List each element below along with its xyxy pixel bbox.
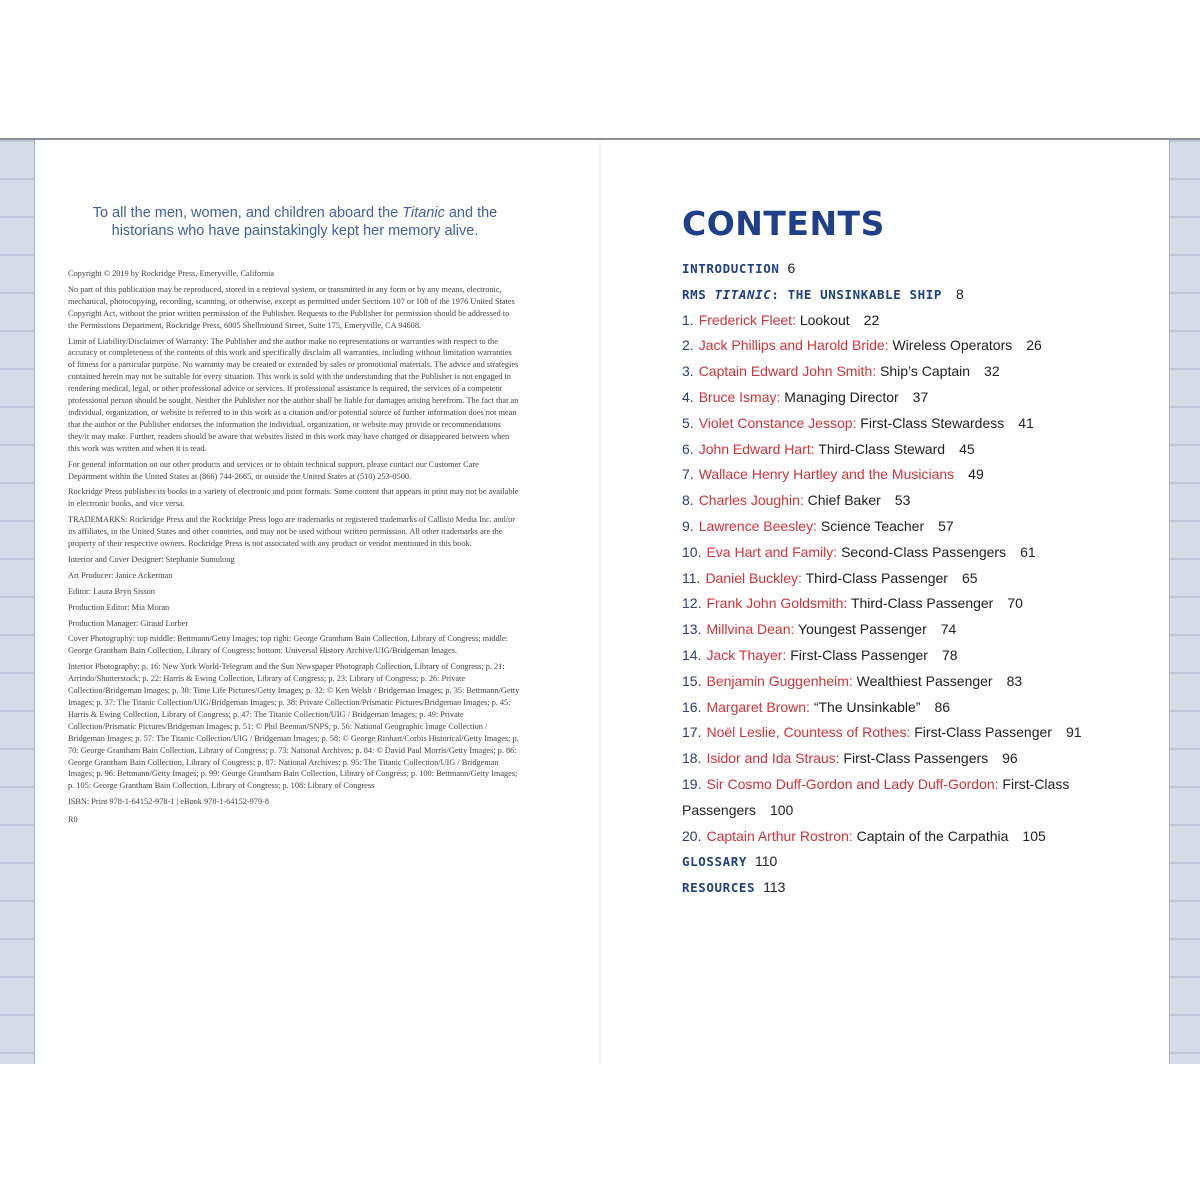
chapter-role: “The Unsinkable” <box>809 698 921 715</box>
chapter-page: 41 <box>1018 414 1034 431</box>
chapter-num: 20. <box>682 827 702 844</box>
toc-list <box>682 256 1122 308</box>
toc-chapter-entry[interactable] <box>682 566 1122 592</box>
toc-chapter-entry[interactable] <box>682 359 1122 385</box>
chapter-role: Second-Class Passengers <box>837 543 1007 560</box>
chapter-role: Third-Class Steward <box>814 440 946 457</box>
chapter-role: First-Class Passenger <box>786 646 928 663</box>
table-of-contents <box>682 204 1122 901</box>
copyright-trademarks: TRADEMARKS: Rockridge Press and the Rockridge Press logo are trademarks or registered trademarks of Callisto Media Inc. and/or its affiliates, in the United States and other countries, and may not be used without written permission. All other trademarks are the property of their respective owners. Rockridge Press is not associated with any product or vendor mentioned in this book. <box>68 515 516 549</box>
toc-chapter-entry[interactable] <box>682 488 1122 514</box>
toc-chapter-entry[interactable] <box>682 824 1122 850</box>
copyright-formats: Rockridge Press publishes its books in a variety of electronic and print formats. Some content that appears in print may not be available in electronic books, and vice versa. <box>68 487 519 509</box>
chapter-num: 10. <box>682 543 702 560</box>
folio-code: R0 <box>68 815 78 825</box>
chapter-role: Third-Class Passenger <box>801 569 948 586</box>
chapter-num: 3. <box>682 363 694 380</box>
toc-back-matter <box>682 849 1122 901</box>
chapter-page: 37 <box>912 388 929 405</box>
chapter-num: 18. <box>682 750 702 767</box>
chapter-num: 7. <box>682 466 694 483</box>
chapter-num: 13. <box>682 621 702 638</box>
toc-chapter-entry[interactable] <box>682 669 1122 695</box>
chapter-name: Captain Edward John Smith: <box>698 363 877 380</box>
dedication: To all the men, women, and children aboard the Titanic and the historians who have painstakingly kept her memory alive. <box>92 205 498 239</box>
chapter-num: 19. <box>682 775 702 792</box>
chapter-name: Jack Thayer: <box>706 646 787 663</box>
toc-chapter-entry[interactable] <box>682 772 1122 824</box>
chapter-num: 11. <box>682 569 701 586</box>
chapter-role: Captain of the Carpathia <box>852 827 1009 844</box>
toc-resources[interactable]: RESOURCES 113 <box>682 879 786 896</box>
toc-chapter-entry[interactable] <box>682 643 1122 669</box>
toc-chapter-entry[interactable] <box>682 720 1122 746</box>
chapter-name: Charles Joughin: <box>698 492 804 509</box>
left-page-edge <box>0 140 35 1064</box>
toc-chapter-entry[interactable] <box>682 385 1122 411</box>
copyright-disclaimer: Limit of Liability/Disclaimer of Warranty: The Publisher and the author make no representations or warranties with respect to the accuracy or completeness of the contents of this work and specifically disclaim all warranties, including without limitation warranties of fitness for a particular purpose. No warranty may be created or extended by sales or promotional materials. The advice and strategies contained herein may not be suitable for every situation. This work is sold with the understanding that the Publisher is not engaged in rendering medical, legal, or other professional advice or services. If professional assistance is required, the services of a competent professional person should be sought. Neither the Publisher nor the author shall be liable for damages arising herefrom. The fact that an individual, organization, or website is referred to in this work as a citation and/or potential source of further information does not mean that the author or the Publisher endorses the information the individual, organization, or website may provide or recommendations they/it may make. Further, readers should be aware that websites listed in this work may have changed or disappeared between when this work was written and when it is read. <box>68 336 519 453</box>
toc-rms-titanic[interactable]: RMS TITANIC: THE UNSINKABLE SHIP 8 <box>682 285 964 302</box>
chapter-num: 9. <box>682 517 694 534</box>
chapter-page: 78 <box>941 646 958 663</box>
book-gutter <box>598 140 602 1064</box>
toc-chapter-entry[interactable] <box>682 514 1122 540</box>
toc-glossary[interactable]: GLOSSARY 110 <box>682 853 778 870</box>
chapter-role: Ship’s Captain <box>876 363 971 380</box>
chapter-name: Margaret Brown: <box>706 698 810 715</box>
toc-chapter-entry[interactable] <box>682 746 1122 772</box>
chapter-name: Isidor and Ida Straus: <box>706 750 840 767</box>
chapter-role: First-Class Passenger <box>910 724 1052 741</box>
toc-chapter-entry[interactable] <box>682 462 1122 488</box>
copyright-block <box>68 268 520 826</box>
chapter-page: 45 <box>959 440 975 457</box>
chapter-role: Third-Class Passenger <box>847 595 994 612</box>
chapter-num: 16. <box>682 698 702 715</box>
chapter-page: 53 <box>894 492 911 509</box>
credit-production-manager: Production Manager: Giraud Lorber <box>68 618 189 628</box>
credit-editor: Editor: Laura Bryn Sisson <box>68 586 155 596</box>
chapter-name: Frederick Fleet: <box>698 311 796 328</box>
toc-chapter-entry[interactable] <box>682 411 1122 437</box>
chapter-name: Eva Hart and Family: <box>706 543 838 560</box>
toc-chapter-entry[interactable] <box>682 591 1122 617</box>
credit-production-editor: Production Editor: Mia Moran <box>68 602 170 612</box>
credit-designer: Interior and Cover Designer: Stephanie Sumulong <box>68 554 235 564</box>
chapter-name: Lawrence Beesley: <box>698 517 817 534</box>
chapter-role: First-Class Passengers <box>839 750 989 767</box>
chapter-page: 83 <box>1006 672 1023 689</box>
chapter-page: 74 <box>940 621 957 638</box>
chapter-page: 100 <box>769 801 794 818</box>
chapter-num: 14. <box>682 646 702 663</box>
toc-chapter-entry[interactable] <box>682 540 1122 566</box>
chapter-num: 5. <box>682 414 694 431</box>
chapter-page: 26 <box>1026 337 1042 354</box>
book-spread <box>0 138 1200 1064</box>
toc-chapter-entry[interactable] <box>682 333 1122 359</box>
contents-title: CONTENTS <box>682 204 885 243</box>
chapter-num: 17. <box>682 724 702 741</box>
toc-chapter-entry[interactable] <box>682 695 1122 721</box>
chapter-role: Science Teacher <box>816 517 925 534</box>
chapter-page: 70 <box>1007 595 1023 612</box>
chapter-role: Chief Baker <box>803 492 881 509</box>
chapter-name: Jack Phillips and Harold Bride: <box>698 337 889 354</box>
chapter-role: Wealthiest Passenger <box>852 672 993 689</box>
dedication-ship-name: Titanic <box>402 205 445 221</box>
chapter-num: 12. <box>682 595 702 612</box>
chapter-page: 105 <box>1022 827 1046 844</box>
cover-photo-credits: Cover Photography: top middle: Bettmann/Getty Images; top right: George Grantham Bain Collection, Library of Congress; middle: George Grantham Bain Collection, Library of Congress; bottom: Universal History Archive/UIG/Bridgeman Images. <box>68 634 508 656</box>
chapter-role: First-Class Stewardess <box>856 414 1005 431</box>
chapter-role: Managing Director <box>780 388 899 405</box>
chapter-name: Sir Cosmo Duff-Gordon and Lady Duff-Gordon: <box>706 775 999 792</box>
chapter-name: Millvina Dean: <box>706 621 795 638</box>
chapter-name: John Edward Hart: <box>698 440 815 457</box>
chapter-name: Wallace Henry Hartley and the Musicians <box>698 466 955 483</box>
chapter-role: First-Class Passengers <box>682 775 1070 818</box>
chapter-page: 61 <box>1020 543 1036 560</box>
chapter-num: 8. <box>682 492 694 509</box>
chapter-role: Lookout <box>795 311 850 328</box>
credit-art-producer: Art Producer: Janice Ackerman <box>68 570 173 580</box>
chapter-num: 4. <box>682 388 694 405</box>
chapter-page: 57 <box>938 517 954 534</box>
chapter-page: 86 <box>934 698 951 715</box>
chapter-page: 91 <box>1065 724 1082 741</box>
chapter-num: 2. <box>682 337 694 354</box>
toc-chapter-entry[interactable] <box>682 437 1122 463</box>
isbn-line: ISBN: Print 978-1-64152-978-1 | eBook 978-1-64152-979-8 <box>68 797 270 807</box>
chapter-page: 49 <box>968 466 984 483</box>
chapter-name: Captain Arthur Rostron: <box>706 827 853 844</box>
chapter-page: 32 <box>984 363 1000 380</box>
chapter-name: Frank John Goldsmith: <box>706 595 848 612</box>
chapter-num: 1. <box>682 311 694 328</box>
chapter-role: Wireless Operators <box>888 337 1013 354</box>
toc-introduction[interactable]: INTRODUCTION 6 <box>682 260 796 276</box>
copyright-line: Copyright © 2019 by Rockridge Press, Emeryville, California <box>68 269 275 278</box>
chapter-name: Daniel Buckley: <box>705 569 802 586</box>
copyright-rights: No part of this publication may be reproduced, stored in a retrieval system, or transmitted in any form or by any means, electronic, mechanical, photocopying, recording, scanning, or otherwise, except as permitted under Sections 107 or 108 of the 1976 United States Copyright Act, without the prior written permission of the Publisher. Requests to the Publisher for permission should be addressed to the Permissions Department, Rockridge Press, 6005 Shellmound Street, Suite 175, Emeryville, CA 94608. <box>68 284 515 330</box>
chapter-name: Violet Constance Jessop: <box>698 414 857 431</box>
chapter-num: 15. <box>682 672 702 689</box>
copyright-contact: For general information on our other products and services or to obtain technical support, please contact our Customer Care Department within the United States at (866) 744-2665, or outside the United States at (510) 253-0500. <box>68 459 479 481</box>
toc-chapter-list <box>682 308 1122 850</box>
toc-chapter-entry[interactable] <box>682 617 1122 643</box>
chapter-name: Benjamin Guggenheim: <box>706 672 853 689</box>
interior-photo-credits: Interior Photography: p. 16: New York World-Telegram and the Sun Newspaper Photograph Collection, Library of Congress; p. 21: Arrindo/Shutterstock; p. 22: Harris & Ewing Collection, Library of Congress; p. 23: Library of Congress; p. 26: Private Collection/Bridgeman Images; p. 30: Time Life Pictures/Getty Images; p. 32: © Ken Welsh / Bridgeman Images; p. 35: Bettmann/Getty Images; p. 37: The Titanic Collection/UIG/Bridgeman Images; p. 38: Private Collection/Prismatic Pictures/Bridgeman Images; p. 45: Harris & Ewing Collection, Library of Congress; p. 47: The Titanic Collection/UIG / Bridgeman Images; p. 49: Private Collection/Prismatic Pictures/Bridgeman Images; p. 51: © Phil Beeman/SNPS; p. 56: National Geographic Image Collection / Bridgeman Images; p. 57: The Titanic Collection/UIG / Bridgeman Images; p. 58: © George Rinhart/Corbis Historical/Getty Images; p. 70: George Grantham Bain Collection, Library of Congress; p. 73: National Archives; p. 84: © David Paul Morris/Getty Images; p. 86: George Grantham Bain Collection, Library of Congress; p. 87: National Archives; p. 95: The Titanic Collection/UIG / Bridgeman Images; p. 96: Bettmann/Getty Images; p. 99: George Grantham Bain Collection, Library of Congress; p. 100: Bettmann/Getty Images; p. 105: George Grantham Bain Collection, Library of Congress; p. 108: Library of Congress <box>68 662 520 791</box>
chapter-page: 22 <box>863 311 880 328</box>
chapter-role: Youngest Passenger <box>794 621 927 638</box>
right-page-edge <box>1169 140 1200 1064</box>
chapter-page: 65 <box>961 569 978 586</box>
toc-chapter-entry[interactable] <box>682 308 1122 334</box>
chapter-name: Bruce Ismay: <box>698 388 781 405</box>
chapter-page: 96 <box>1002 750 1018 767</box>
chapter-num: 6. <box>682 440 694 457</box>
chapter-name: Noël Leslie, Countess of Rothes: <box>706 724 911 741</box>
